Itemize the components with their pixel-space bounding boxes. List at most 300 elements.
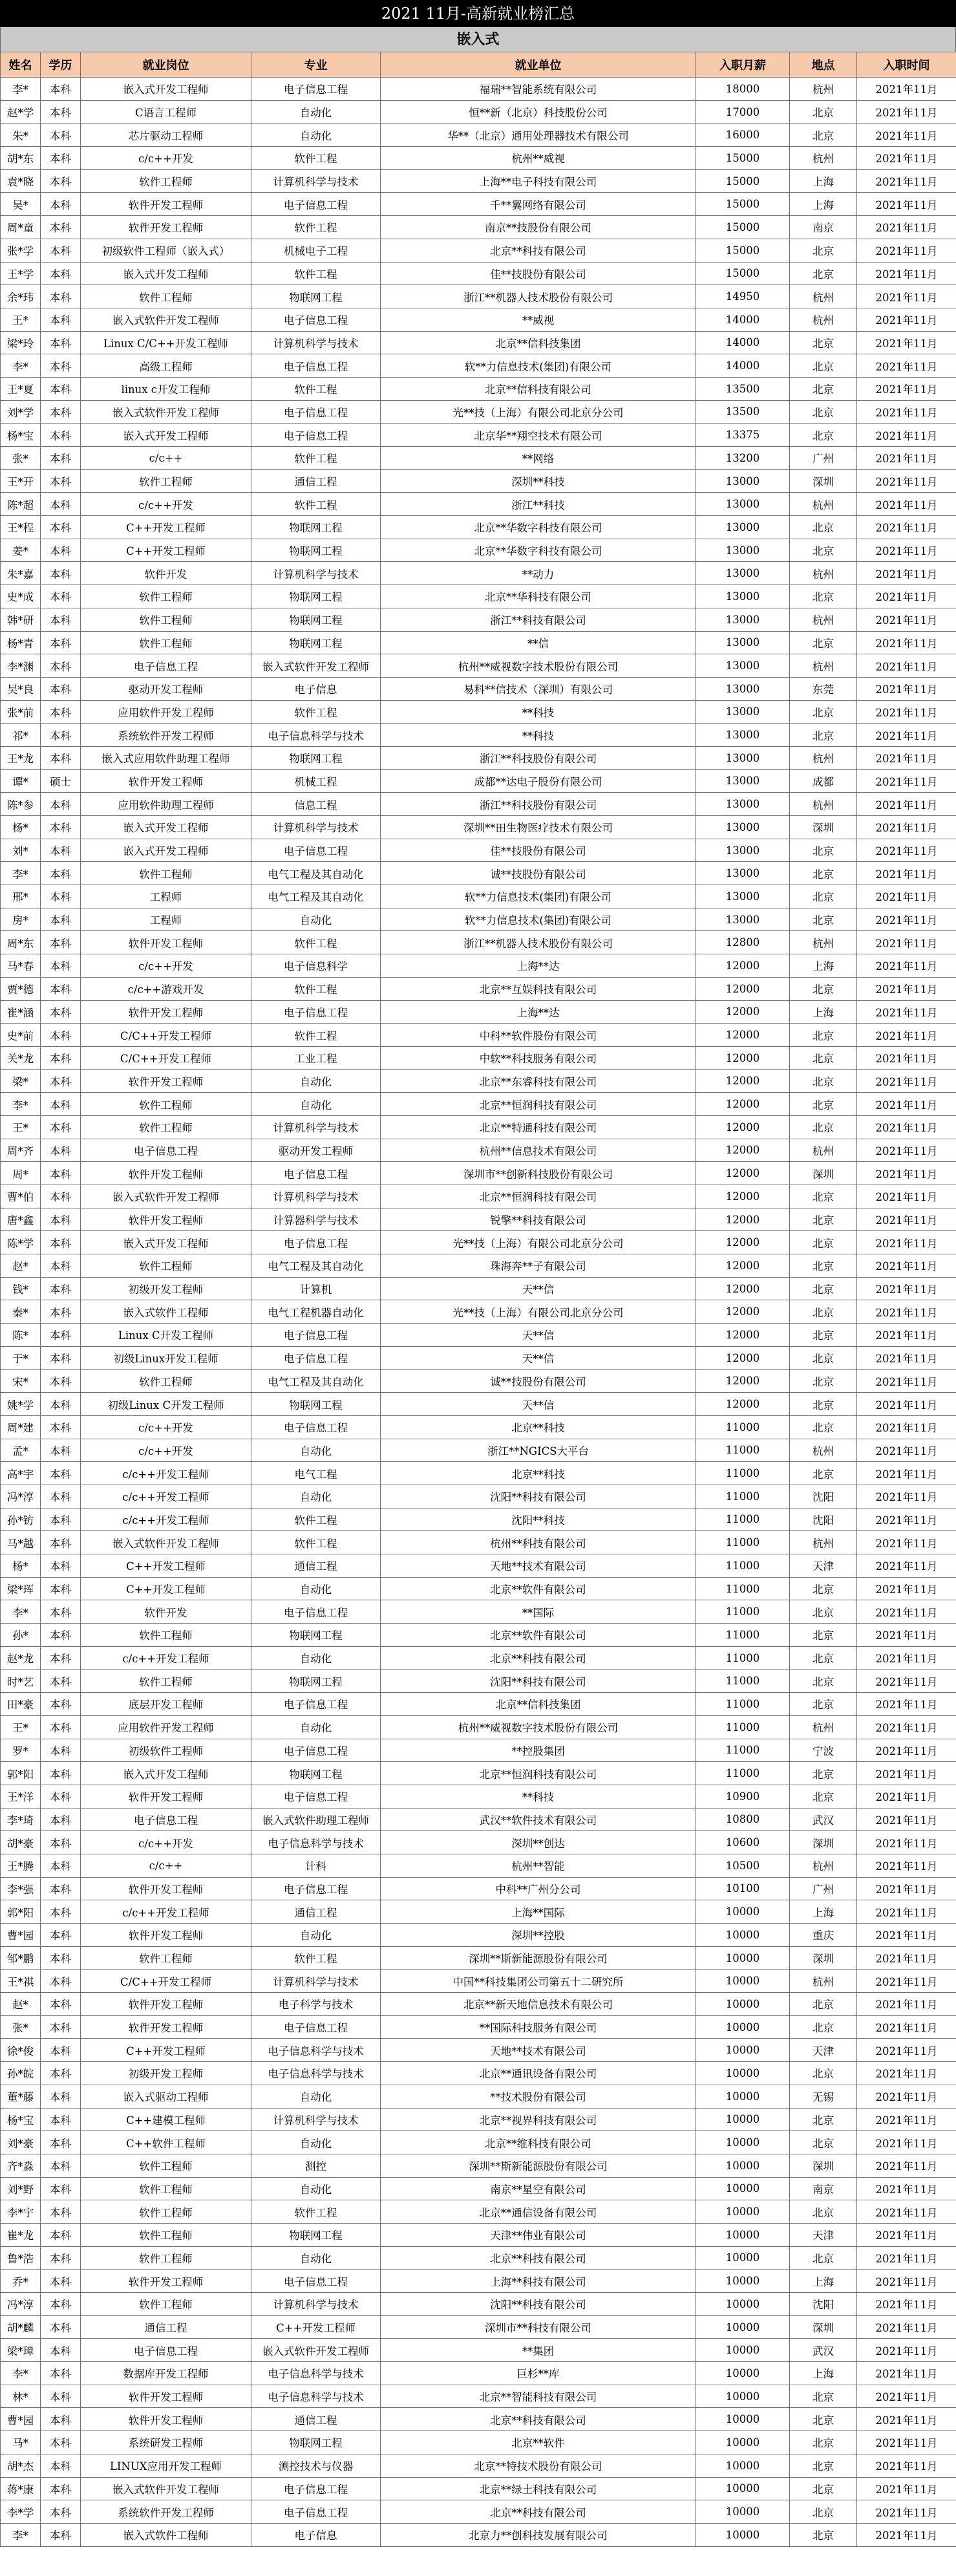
cell-employer: 中科**广州分公司 (381, 1877, 696, 1900)
cell-salary: 10000 (696, 2454, 790, 2477)
cell-major: 计算机科学与技术 (251, 1185, 381, 1208)
table-row (1, 1115, 956, 1139)
col-header-employer: 就业单位 (381, 52, 696, 78)
table-row (1, 1369, 956, 1393)
cell-date: 2021年11月 (857, 954, 956, 978)
cell-name: 胡*麟 (1, 2315, 41, 2339)
cell-degree: 本科 (41, 2454, 81, 2477)
cell-major: 电子信息工程 (251, 354, 381, 378)
cell-location: 深圳 (790, 469, 857, 493)
cell-employer: 北京**维科技有限公司 (381, 2131, 696, 2154)
cell-salary: 18000 (696, 78, 790, 101)
cell-employer: 沈阳**科技有限公司 (381, 1669, 696, 1693)
cell-degree: 本科 (41, 539, 81, 562)
cell-salary: 10000 (696, 2223, 790, 2246)
cell-degree: 本科 (41, 2500, 81, 2524)
cell-major: 软件工程 (251, 977, 381, 1000)
cell-name: 赵* (1, 1993, 41, 2016)
cell-date: 2021年11月 (857, 100, 956, 123)
cell-position: 嵌入式软件开发工程师 (81, 1185, 251, 1208)
cell-position: 软件开发工程师 (81, 769, 251, 793)
cell-name: 陈*超 (1, 493, 41, 516)
cell-employer: **国际 (381, 1600, 696, 1624)
table-row (1, 862, 956, 885)
cell-major: 计科 (251, 1854, 381, 1877)
table-row (1, 216, 956, 239)
cell-major: 物联网工程 (251, 631, 381, 654)
cell-location: 杭州 (790, 1715, 857, 1739)
cell-employer: 北京**科技有限公司 (381, 1646, 696, 1669)
cell-degree: 本科 (41, 1369, 81, 1393)
cell-name: 秦* (1, 1300, 41, 1324)
cell-employer: **科技 (381, 724, 696, 747)
cell-salary: 11000 (696, 1508, 790, 1531)
cell-salary: 11000 (696, 1693, 790, 1716)
cell-date: 2021年11月 (857, 1231, 956, 1254)
cell-employer: 天地**技术有限公司 (381, 1554, 696, 1578)
cell-date: 2021年11月 (857, 2339, 956, 2362)
cell-position: Linux C/C++开发工程师 (81, 331, 251, 354)
cell-location: 北京 (790, 1346, 857, 1369)
cell-major: 电子信息 (251, 677, 381, 700)
cell-salary: 13000 (696, 677, 790, 700)
table-row (1, 1485, 956, 1508)
cell-employer: **控股集团 (381, 1739, 696, 1762)
table-row (1, 308, 956, 331)
cell-name: 李*宇 (1, 2200, 41, 2224)
cell-major: 软件工程 (251, 700, 381, 724)
cell-date: 2021年11月 (857, 1808, 956, 1831)
cell-degree: 本科 (41, 2477, 81, 2500)
cell-name: 李* (1, 354, 41, 378)
cell-salary: 12000 (696, 1254, 790, 1278)
cell-location: 上海 (790, 1000, 857, 1024)
cell-employer: 中软**科技服务有限公司 (381, 1046, 696, 1069)
cell-degree: 本科 (41, 724, 81, 747)
cell-major: 电子信息工程 (251, 1231, 381, 1254)
cell-position: 初级开发工程师 (81, 1277, 251, 1300)
cell-employer: 北京**信科技集团 (381, 331, 696, 354)
cell-major: 通信工程 (251, 2408, 381, 2431)
cell-employer: 深圳**科技 (381, 469, 696, 493)
cell-date: 2021年11月 (857, 2223, 956, 2246)
cell-location: 杭州 (790, 1970, 857, 1993)
cell-salary: 13000 (696, 539, 790, 562)
table-row (1, 1693, 956, 1716)
cell-name: 李*强 (1, 1877, 41, 1900)
table-row (1, 493, 956, 516)
cell-name: 周*建 (1, 1415, 41, 1439)
cell-major: 计算机科学与技术 (251, 1970, 381, 1993)
table-row (1, 2362, 956, 2385)
cell-position: 软件开发工程师 (81, 1162, 251, 1185)
cell-major: 物联网工程 (251, 2223, 381, 2246)
cell-major: 自动化 (251, 2246, 381, 2270)
table-row (1, 1600, 956, 1624)
table-row (1, 1900, 956, 1924)
table-row (1, 1185, 956, 1208)
col-header-date: 入职时间 (857, 52, 956, 78)
cell-major: 软件工程 (251, 1508, 381, 1531)
cell-employer: 北京力**创科技发展有限公司 (381, 2523, 696, 2546)
cell-position: 软件开发工程师 (81, 193, 251, 216)
cell-location: 杭州 (790, 1531, 857, 1554)
cell-name: 李*渊 (1, 654, 41, 678)
cell-salary: 10000 (696, 2500, 790, 2524)
cell-date: 2021年11月 (857, 400, 956, 424)
cell-major: 自动化 (251, 1924, 381, 1947)
cell-location: 北京 (790, 2062, 857, 2085)
cell-position: 软件工程师 (81, 1946, 251, 1970)
table-row (1, 2431, 956, 2454)
cell-major: 电子信息工程 (251, 1693, 381, 1716)
cell-salary: 15000 (696, 169, 790, 193)
cell-position: 软件工程师 (81, 1254, 251, 1278)
col-header-name: 姓名 (1, 52, 41, 78)
cell-position: c/c++开发 (81, 1831, 251, 1854)
cell-position: 初级Linux C开发工程师 (81, 1393, 251, 1416)
cell-degree: 本科 (41, 1577, 81, 1600)
cell-position: 软件工程师 (81, 1624, 251, 1647)
cell-location: 宁波 (790, 1739, 857, 1762)
cell-employer: 软**力信息技术(集团)有限公司 (381, 885, 696, 908)
cell-date: 2021年11月 (857, 562, 956, 585)
table-row (1, 2339, 956, 2362)
cell-location: 北京 (790, 239, 857, 262)
cell-name: 陈* (1, 1324, 41, 1347)
cell-name: 马* (1, 2431, 41, 2454)
cell-location: 重庆 (790, 1924, 857, 1947)
cell-location: 深圳 (790, 2315, 857, 2339)
table-row (1, 2454, 956, 2477)
table-row (1, 2131, 956, 2154)
cell-position: 软件工程师 (81, 2246, 251, 2270)
cell-degree: 本科 (41, 793, 81, 816)
table-row (1, 123, 956, 147)
cell-degree: 本科 (41, 2246, 81, 2270)
cell-employer: 浙江**科技股份有限公司 (381, 793, 696, 816)
cell-major: 电子信息工程 (251, 400, 381, 424)
cell-degree: 本科 (41, 1000, 81, 1024)
cell-degree: 本科 (41, 216, 81, 239)
cell-date: 2021年11月 (857, 1785, 956, 1808)
cell-employer: 天**信 (381, 1324, 696, 1347)
cell-location: 北京 (790, 1324, 857, 1347)
cell-date: 2021年11月 (857, 308, 956, 331)
table-row (1, 2477, 956, 2500)
cell-position: C语言工程师 (81, 100, 251, 123)
cell-location: 沈阳 (790, 2293, 857, 2316)
cell-salary: 12000 (696, 1393, 790, 1416)
cell-degree: 本科 (41, 1946, 81, 1970)
cell-salary: 11000 (696, 1600, 790, 1624)
cell-position: 软件工程师 (81, 2154, 251, 2177)
cell-employer: 北京**科技有限公司 (381, 2500, 696, 2524)
section-header: 嵌入式 (0, 27, 956, 52)
cell-major: 驱动开发工程师 (251, 1139, 381, 1162)
cell-salary: 12000 (696, 954, 790, 978)
cell-location: 上海 (790, 1900, 857, 1924)
cell-employer: 福瑞**智能系统有限公司 (381, 78, 696, 101)
cell-degree: 本科 (41, 885, 81, 908)
cell-position: c/c++开发 (81, 147, 251, 170)
table-row (1, 1093, 956, 1116)
cell-major: 电子信息工程 (251, 193, 381, 216)
cell-name: 邹*鹏 (1, 1946, 41, 1970)
cell-name: 钱* (1, 1277, 41, 1300)
col-header-location: 地点 (790, 52, 857, 78)
cell-degree: 本科 (41, 2339, 81, 2362)
cell-degree: 本科 (41, 2408, 81, 2431)
table-row (1, 631, 956, 654)
cell-name: 董*藤 (1, 2085, 41, 2108)
cell-salary: 10000 (696, 2015, 790, 2039)
cell-name: 王* (1, 308, 41, 331)
cell-location: 上海 (790, 2270, 857, 2293)
col-header-major: 专业 (251, 52, 381, 78)
cell-position: 嵌入式软件工程师 (81, 2523, 251, 2546)
cell-salary: 13375 (696, 424, 790, 447)
cell-name: 赵*龙 (1, 1646, 41, 1669)
cell-degree: 本科 (41, 1762, 81, 1785)
cell-major: 自动化 (251, 1093, 381, 1116)
cell-date: 2021年11月 (857, 2477, 956, 2500)
cell-major: 电气工程 (251, 1462, 381, 1485)
table-row (1, 2270, 956, 2293)
cell-salary: 12000 (696, 1162, 790, 1185)
table-row (1, 1277, 956, 1300)
cell-position: 工程师 (81, 908, 251, 931)
cell-degree: 本科 (41, 1185, 81, 1208)
cell-employer: 光**技（上海）有限公司北京分公司 (381, 1300, 696, 1324)
table-row (1, 1646, 956, 1669)
cell-date: 2021年11月 (857, 1831, 956, 1854)
cell-date: 2021年11月 (857, 1462, 956, 1485)
cell-name: 杨*青 (1, 631, 41, 654)
cell-name: 杨* (1, 816, 41, 839)
cell-employer: 天地**技术有限公司 (381, 2039, 696, 2062)
cell-major: 电子信息科学 (251, 954, 381, 978)
cell-date: 2021年11月 (857, 1277, 956, 1300)
table-row (1, 1415, 956, 1439)
cell-major: 计算机科学与技术 (251, 169, 381, 193)
table-row (1, 1531, 956, 1554)
cell-degree: 本科 (41, 1046, 81, 1069)
cell-location: 北京 (790, 1024, 857, 1047)
cell-salary: 10000 (696, 1993, 790, 2016)
cell-name: 王*龙 (1, 746, 41, 769)
cell-salary: 13000 (696, 839, 790, 862)
cell-name: 唐*鑫 (1, 1208, 41, 1231)
cell-major: 嵌入式软件开发工程师 (251, 2339, 381, 2362)
cell-date: 2021年11月 (857, 1669, 956, 1693)
cell-major: 计算机科学与技术 (251, 562, 381, 585)
cell-date: 2021年11月 (857, 2154, 956, 2177)
cell-major: 电子信息工程 (251, 1346, 381, 1369)
cell-degree: 本科 (41, 400, 81, 424)
cell-location: 北京 (790, 331, 857, 354)
cell-employer: 北京**新天地信息技术有限公司 (381, 1993, 696, 2016)
cell-position: 软件工程师 (81, 862, 251, 885)
cell-major: 嵌入式软件助理工程师 (251, 1808, 381, 1831)
cell-employer: **国际科技服务有限公司 (381, 2015, 696, 2039)
cell-position: 软件开发工程师 (81, 1208, 251, 1231)
cell-major: 嵌入式软件开发工程师 (251, 654, 381, 678)
cell-date: 2021年11月 (857, 2362, 956, 2385)
cell-name: 杨* (1, 1554, 41, 1578)
table-row (1, 2085, 956, 2108)
cell-position: 驱动开发工程师 (81, 677, 251, 700)
cell-position: 软件工程师 (81, 585, 251, 608)
cell-salary: 10900 (696, 1785, 790, 1808)
cell-name: 孙*皖 (1, 2062, 41, 2085)
cell-employer: 深圳**控股 (381, 1924, 696, 1947)
cell-salary: 11000 (696, 1462, 790, 1485)
cell-salary: 14000 (696, 354, 790, 378)
cell-salary: 17000 (696, 100, 790, 123)
cell-major: 电子信息工程 (251, 2477, 381, 2500)
cell-major: 物联网工程 (251, 539, 381, 562)
cell-location: 北京 (790, 1762, 857, 1785)
cell-salary: 11000 (696, 1485, 790, 1508)
table-row (1, 1208, 956, 1231)
cell-degree: 本科 (41, 1277, 81, 1300)
cell-location: 北京 (790, 862, 857, 885)
cell-position: 软件工程师 (81, 608, 251, 631)
cell-employer: 千**翼网络有限公司 (381, 193, 696, 216)
cell-position: 软件开发工程师 (81, 2408, 251, 2431)
cell-major: 软件工程 (251, 493, 381, 516)
cell-employer: 恒**新（北京）科技股份公司 (381, 100, 696, 123)
cell-location: 北京 (790, 539, 857, 562)
cell-degree: 本科 (41, 1415, 81, 1439)
cell-position: 软件开发工程师 (81, 1924, 251, 1947)
cell-date: 2021年11月 (857, 2385, 956, 2408)
cell-name: 马*春 (1, 954, 41, 978)
table-row (1, 1762, 956, 1785)
cell-degree: 本科 (41, 78, 81, 101)
cell-salary: 13000 (696, 469, 790, 493)
cell-name: 鲁*浩 (1, 2246, 41, 2270)
cell-major: 物联网工程 (251, 746, 381, 769)
cell-position: 系统软件开发工程师 (81, 2500, 251, 2524)
table-row (1, 239, 956, 262)
cell-date: 2021年11月 (857, 1000, 956, 1024)
cell-date: 2021年11月 (857, 1162, 956, 1185)
cell-location: 北京 (790, 1069, 857, 1093)
cell-name: 林* (1, 2385, 41, 2408)
cell-salary: 11000 (696, 1715, 790, 1739)
cell-position: 底层开发工程师 (81, 1693, 251, 1716)
cell-date: 2021年11月 (857, 1946, 956, 1970)
cell-major: 计算机科学与技术 (251, 331, 381, 354)
cell-salary: 10800 (696, 1808, 790, 1831)
cell-location: 杭州 (790, 654, 857, 678)
cell-name: 崔*涵 (1, 1000, 41, 1024)
cell-position: 电子信息工程 (81, 654, 251, 678)
cell-location: 北京 (790, 1300, 857, 1324)
cell-major: 电子信息工程 (251, 1877, 381, 1900)
cell-name: 梁*璋 (1, 2339, 41, 2362)
cell-salary: 12000 (696, 1024, 790, 1047)
cell-location: 无锡 (790, 2085, 857, 2108)
cell-degree: 本科 (41, 1646, 81, 1669)
cell-date: 2021年11月 (857, 2015, 956, 2039)
cell-employer: 杭州**威视数字技术股份有限公司 (381, 654, 696, 678)
cell-date: 2021年11月 (857, 1485, 956, 1508)
cell-location: 北京 (790, 585, 857, 608)
cell-degree: 本科 (41, 2270, 81, 2293)
cell-date: 2021年11月 (857, 1531, 956, 1554)
cell-position: C++开发工程师 (81, 1577, 251, 1600)
cell-position: C/C++开发工程师 (81, 1046, 251, 1069)
cell-location: 杭州 (790, 493, 857, 516)
cell-employer: 北京**软件 (381, 2431, 696, 2454)
cell-name: 王*祺 (1, 1970, 41, 1993)
cell-major: 物联网工程 (251, 1669, 381, 1693)
cell-employer: 杭州**威视数字技术股份有限公司 (381, 1715, 696, 1739)
cell-date: 2021年11月 (857, 1554, 956, 1578)
cell-name: 宋* (1, 1369, 41, 1393)
cell-major: 通信工程 (251, 1554, 381, 1578)
cell-date: 2021年11月 (857, 2062, 956, 2085)
table-row (1, 1393, 956, 1416)
cell-major: 电子信息科学与技术 (251, 2062, 381, 2085)
cell-employer: 沈阳**科技有限公司 (381, 1485, 696, 1508)
cell-position: 电子信息工程 (81, 1808, 251, 1831)
cell-name: 蒋*康 (1, 2477, 41, 2500)
cell-position: 嵌入式软件开发工程师 (81, 400, 251, 424)
cell-location: 北京 (790, 908, 857, 931)
cell-degree: 本科 (41, 169, 81, 193)
cell-degree: 本科 (41, 2131, 81, 2154)
cell-salary: 10000 (696, 2408, 790, 2431)
table-row (1, 1739, 956, 1762)
cell-date: 2021年11月 (857, 1646, 956, 1669)
cell-degree: 本科 (41, 1139, 81, 1162)
cell-name: 冯*淳 (1, 1485, 41, 1508)
cell-employer: **动力 (381, 562, 696, 585)
cell-position: c/c++开发 (81, 1415, 251, 1439)
cell-position: c/c++游戏开发 (81, 977, 251, 1000)
cell-date: 2021年11月 (857, 1393, 956, 1416)
cell-salary: 13000 (696, 746, 790, 769)
cell-salary: 11000 (696, 1554, 790, 1578)
cell-salary: 11000 (696, 1624, 790, 1647)
cell-degree: 本科 (41, 746, 81, 769)
cell-date: 2021年11月 (857, 331, 956, 354)
cell-degree: 本科 (41, 862, 81, 885)
cell-date: 2021年11月 (857, 516, 956, 539)
cell-degree: 本科 (41, 816, 81, 839)
cell-major: 软件工程 (251, 931, 381, 954)
cell-name: 杨*宝 (1, 2108, 41, 2131)
cell-employer: 北京**通信设备有限公司 (381, 2200, 696, 2224)
cell-salary: 15000 (696, 147, 790, 170)
cell-major: 物联网工程 (251, 2431, 381, 2454)
cell-name: 朱*嘉 (1, 562, 41, 585)
table-row (1, 1462, 956, 1485)
cell-salary: 10000 (696, 2200, 790, 2224)
cell-date: 2021年11月 (857, 862, 956, 885)
cell-major: 电子信息工程 (251, 839, 381, 862)
cell-employer: 上海**电子科技有限公司 (381, 169, 696, 193)
cell-major: 自动化 (251, 1069, 381, 1093)
cell-salary: 13000 (696, 724, 790, 747)
cell-name: 张* (1, 447, 41, 470)
cell-salary: 10000 (696, 2315, 790, 2339)
cell-major: 计算机科学与技术 (251, 2293, 381, 2316)
